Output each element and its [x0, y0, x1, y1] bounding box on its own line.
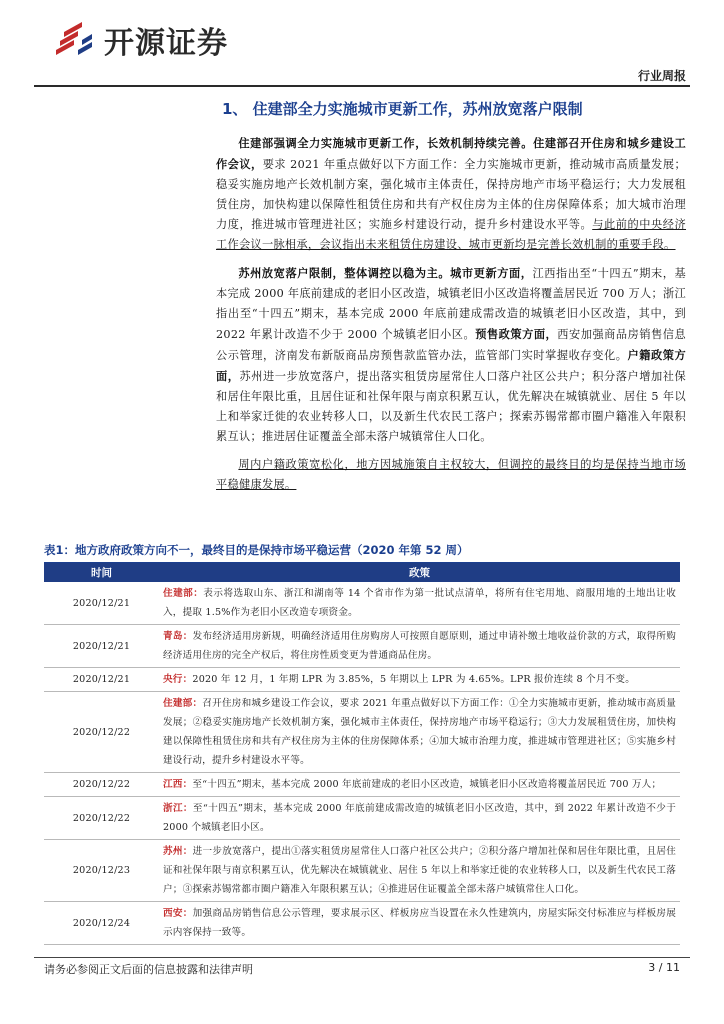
paragraph-text: 江西指出至“十四五”期末，基本完成 2000 年底前建成的老旧小区改造，城镇老旧小区改造将覆盖居民近 700 万人；浙江指出至“十四五”期末，基本完成 2000 年底前建成需改造的城镇老旧小区改造，其中，到 2022 年累计改造不少于 2000 个城镇老旧小区。 — [216, 267, 686, 341]
row-issuer: 江西： — [163, 779, 193, 790]
paragraph-conclusion: 周内户籍政策宽松化，地方因城施策自主权较大，但调控的最终目的均是保持当地市场平稳健康发展。 — [216, 458, 686, 491]
row-date: 2020/12/21 — [44, 625, 159, 668]
table-row — [44, 668, 680, 692]
paragraph-summary — [216, 455, 686, 495]
policy-table — [44, 563, 680, 945]
table-caption: 表1：地方政府政策方向不一，最终目的是保持市场平稳运营（2020 年第 52 周） — [44, 543, 469, 557]
row-date: 2020/12/22 — [44, 797, 159, 840]
table-row — [44, 692, 680, 773]
table-row — [44, 773, 680, 797]
company-logo — [52, 17, 228, 63]
row-date: 2020/12/22 — [44, 773, 159, 797]
paragraph-text: 要求 2021 年重点做好以下方面工作：全力实施城市更新，推动城市高质量发展；稳妥实施房地产长效机制方案，强化城市主体责任，保持房地产市场平稳运行；大力发展租赁住房，加快构建以保障性租赁住房和共有产权住房为主体的住房保障体系；加大城市治理力度，推进城市管理进社区；实施乡村建设行动，提升乡村建设水平等。 — [216, 158, 686, 231]
row-policy — [159, 797, 680, 840]
row-policy — [159, 902, 680, 945]
row-issuer: 住建部： — [163, 588, 204, 599]
paragraph-subhead: 户籍政策方面， — [216, 348, 686, 383]
row-date: 2020/12/21 — [44, 582, 159, 625]
row-policy-text: 发布经济适用房新规，明确经济适用住房购房人可按照自愿原则，通过申请补缴土地收益价款的方式，取得所购经济适用住房的完全产权后，将住房性质变更为普通商品住房。 — [163, 631, 676, 661]
row-policy-text: 进一步放宽落户，提出①落实租赁房屋常住人口落户社区公共户；②积分落户增加社保和居住年限比重，且居住证和社保年限与南京积累互认，优先解决在城镇就业、居住 5 年以上和举家迁徙的农业转移人口，以及新生代农民工落户；③探索苏锡常都市圈户籍准入年限积累互认；④推进居住证覆盖全部未落户城镇常住人口化。 — [163, 846, 676, 895]
page-number: 3 / 11 — [648, 961, 680, 974]
row-policy — [159, 692, 680, 773]
row-policy — [159, 625, 680, 668]
row-issuer: 西安： — [163, 908, 193, 919]
paragraph-suzhou — [216, 263, 686, 447]
row-issuer: 苏州： — [163, 846, 193, 857]
row-policy-text: 至“十四五”期末，基本完成 2000 年底前建成需改造的城镇老旧小区改造，其中，到 2022 年累计改造不少于 2000 个城镇老旧小区。 — [163, 803, 676, 833]
row-issuer: 住建部： — [163, 698, 203, 709]
row-policy-text: 2020 年 12 月，1 年期 LPR 为 3.85%，5 年期以上 LPR 为 4.65%。LPR 报价连续 8 个月不变。 — [192, 674, 635, 685]
row-policy-text: 召开住房和城乡建设工作会议，要求 2021 年重点做好以下方面工作：①全力实施城市更新，推动城市高质量发展；②稳妥实施房地产长效机制方案，强化城市主体责任，保持房地产市场平稳运行；③大力发展租赁住房，加快构建以保障性租赁住房和共有产权住房为主体的住房保障体系；④加大城市治理力度，推进城市管理进社区；⑤实施乡村建设行动，提升乡村建设水平等。 — [163, 698, 676, 766]
table-body — [44, 582, 680, 945]
logo-icon — [52, 20, 96, 60]
row-issuer: 央行： — [163, 674, 193, 685]
row-policy — [159, 582, 680, 625]
paragraph-conclusion: 与此前的中央经济工作会议一脉相承，会议指出未来租赁住房建设、城市更新均是完善长效机制的重要手段。 — [216, 218, 687, 251]
section-title: 1、 住建部全力实施城市更新工作，苏州放宽落户限制 — [222, 100, 583, 118]
table-row — [44, 582, 680, 625]
report-type-label: 行业周报 — [637, 69, 686, 83]
row-policy-text: 加强商品房销售信息公示管理，要求展示区、样板房应当设置在永久性建筑内，房屋实际交付标准应与样板房展示内容保持一致等。 — [163, 908, 676, 938]
paragraph-lead: 住建部强调全力实施城市更新工作，长效机制持续完善。住建部召开住房和城乡建设工作会议， — [216, 136, 686, 171]
table-header-row — [44, 563, 680, 582]
paragraph-lead: 苏州放宽落户限制，整体调控以稳为主。城市更新方面， — [238, 266, 533, 280]
header-divider — [34, 85, 690, 87]
row-date: 2020/12/21 — [44, 668, 159, 692]
column-header-policy: 政策 — [159, 563, 680, 582]
row-date: 2020/12/24 — [44, 902, 159, 945]
paragraph-subhead: 预售政策方面， — [475, 327, 558, 341]
paragraph-text: 西安加强商品房销售信息公示管理，济南发布新版商品房预售款监管办法，监管部门实时掌握收存变化。 — [216, 328, 687, 362]
row-issuer: 青岛： — [163, 631, 193, 642]
table-row — [44, 840, 680, 902]
article-body — [216, 94, 686, 503]
column-header-time: 时间 — [44, 563, 159, 582]
row-policy-text: 至“十四五”期末，基本完成 2000 年底前建成的老旧小区改造，城镇老旧小区改造将覆盖居民近 700 万人； — [192, 779, 662, 790]
row-policy — [159, 840, 680, 902]
row-issuer: 浙江： — [163, 803, 193, 814]
table-row — [44, 625, 680, 668]
paragraph-text: 苏州进一步放宽落户，提出落实租赁房屋常住人口落户社区公共户；积分落户增加社保和居住年限比重，且居住证和社保年限与南京积累互认，优先解决在城镇就业、居住 5 年以上和举家迁徙的农业转移人口，以及新生代农民工落户；探索苏锡常都市圈户籍准入年限积累互认；推进居住证覆盖全部未落户城镇常住人口化。 — [216, 370, 686, 443]
table-row — [44, 797, 680, 840]
row-policy-text: 表示将选取山东、浙江和湖南等 14 个省市作为第一批试点清单，将所有住宅用地、商服用地的土地出让收入，提取 1.5%作为老旧小区改造专项资金。 — [163, 588, 676, 618]
paragraph-housing-ministry — [216, 133, 686, 255]
footer-divider — [34, 957, 690, 958]
row-policy — [159, 668, 680, 692]
logo-text: 开源证券 — [104, 26, 228, 61]
footer-disclaimer: 请务必参阅正文后面的信息披露和法律声明 — [44, 963, 253, 976]
row-date: 2020/12/23 — [44, 840, 159, 902]
row-date: 2020/12/22 — [44, 692, 159, 773]
row-policy — [159, 773, 680, 797]
table-row — [44, 902, 680, 945]
